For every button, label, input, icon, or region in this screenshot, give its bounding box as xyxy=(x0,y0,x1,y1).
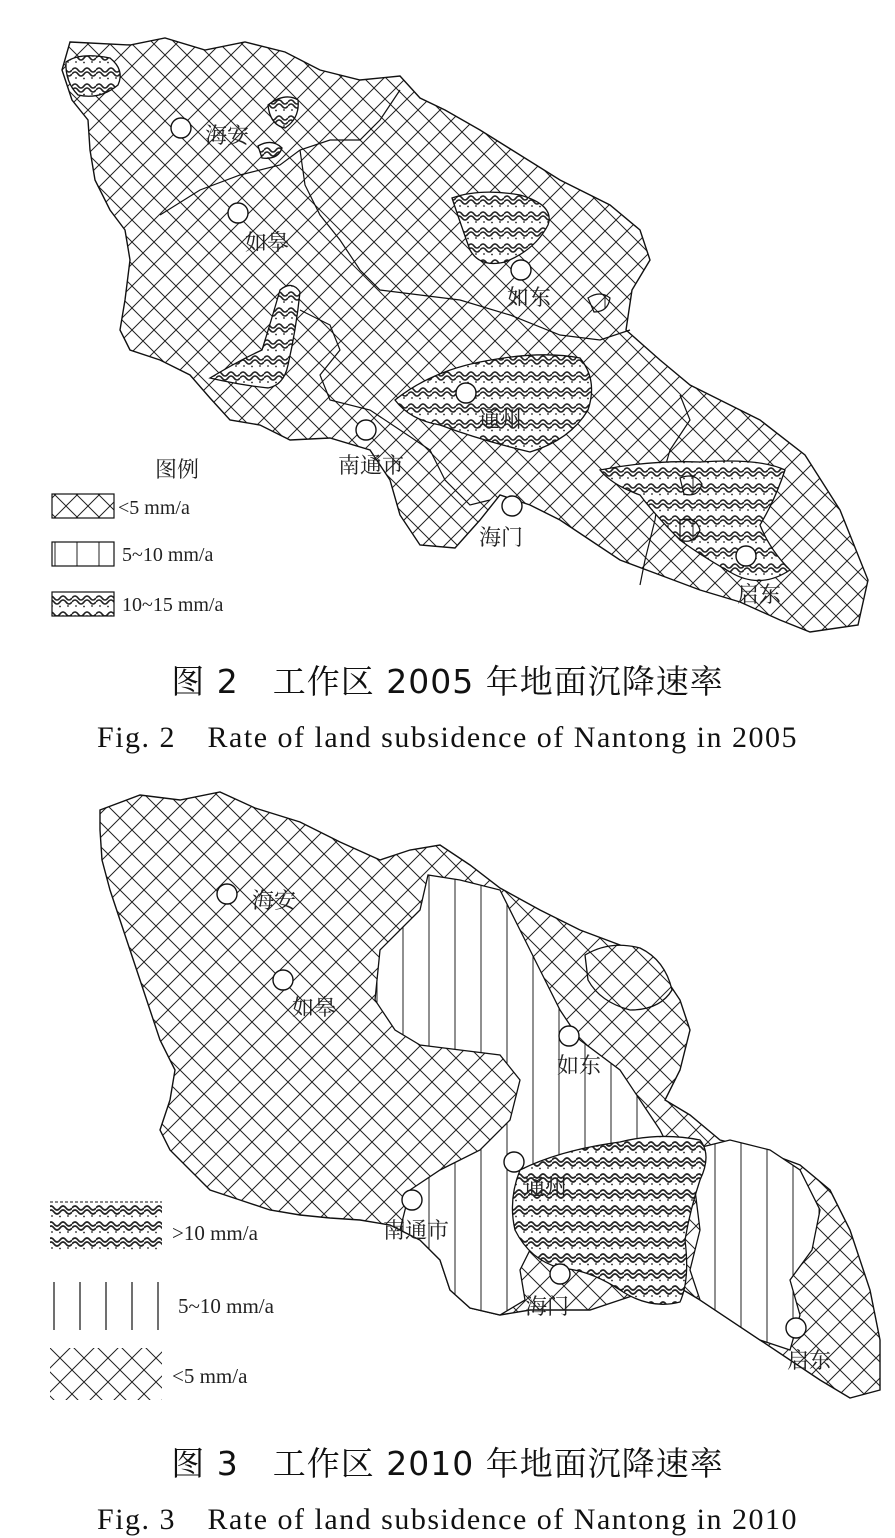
legend-title: 图例 xyxy=(155,458,200,483)
legend-swatch-crosshatch xyxy=(52,494,114,518)
place-label-rudong: 如东 xyxy=(507,286,552,311)
city-marker-haian xyxy=(171,118,191,138)
place-label-qidong: 启东 xyxy=(737,583,782,608)
city-marker-tongzhou xyxy=(456,383,476,403)
legend-swatch-vertical-lines xyxy=(54,1282,158,1330)
place-label-rugao: 如皋 xyxy=(245,231,290,256)
legend-swatch-vertical-lines xyxy=(52,542,114,566)
city-marker-haian xyxy=(217,884,237,904)
place-label-nantong: 南通市 xyxy=(338,454,405,479)
place-label-tongzhou: 通州 xyxy=(478,408,523,433)
legend xyxy=(52,458,223,616)
legend-label: 10~15 mm/a xyxy=(122,594,224,616)
legend-label: >10 mm/a xyxy=(172,1221,258,1245)
legend-label: <5 mm/a xyxy=(172,1364,248,1388)
city-marker-qidong xyxy=(736,546,756,566)
figure-caption-english: Fig. 2 Rate of land subsidence of Nantong in 2005 xyxy=(97,721,798,754)
city-marker-haimen xyxy=(550,1264,570,1284)
place-label-haimen: 海门 xyxy=(479,526,524,551)
city-marker-nantong xyxy=(356,420,376,440)
legend-label: 5~10 mm/a xyxy=(178,1294,274,1318)
city-marker-rugao xyxy=(273,970,293,990)
place-label-nantong: 南通市 xyxy=(383,1219,450,1244)
figure-caption-english: Fig. 3 Rate of land subsidence of Nantong in 2010 xyxy=(97,1503,798,1536)
city-marker-rudong xyxy=(511,260,531,280)
map-2010 xyxy=(0,770,895,1430)
place-label-haian: 海安 xyxy=(205,124,250,149)
city-marker-rudong xyxy=(559,1026,579,1046)
figure-caption-chinese: 图 2 工作区 2005 年地面沉降速率 xyxy=(171,662,724,701)
city-marker-haimen xyxy=(502,496,522,516)
legend-swatch-wavy-dotted xyxy=(50,1202,162,1252)
city-marker-qidong xyxy=(786,1318,806,1338)
figure-caption-chinese: 图 3 工作区 2010 年地面沉降速率 xyxy=(171,1444,724,1483)
city-marker-rugao xyxy=(228,203,248,223)
map-2005 xyxy=(0,0,895,650)
place-label-qidong: 启东 xyxy=(787,1349,832,1374)
place-label-rudong: 如东 xyxy=(557,1054,602,1079)
legend-label: 5~10 mm/a xyxy=(122,544,214,566)
place-label-haimen: 海门 xyxy=(525,1295,570,1320)
place-label-tongzhou: 通州 xyxy=(523,1176,568,1201)
legend-swatch-wavy-dotted xyxy=(52,592,114,616)
legend-swatch-crosshatch xyxy=(50,1348,162,1400)
legend xyxy=(50,1202,275,1400)
place-label-haian: 海安 xyxy=(252,889,297,914)
place-label-rugao: 如皋 xyxy=(292,996,337,1021)
legend-label: <5 mm/a xyxy=(118,497,190,519)
city-marker-tongzhou xyxy=(504,1152,524,1172)
city-marker-nantong xyxy=(402,1190,422,1210)
